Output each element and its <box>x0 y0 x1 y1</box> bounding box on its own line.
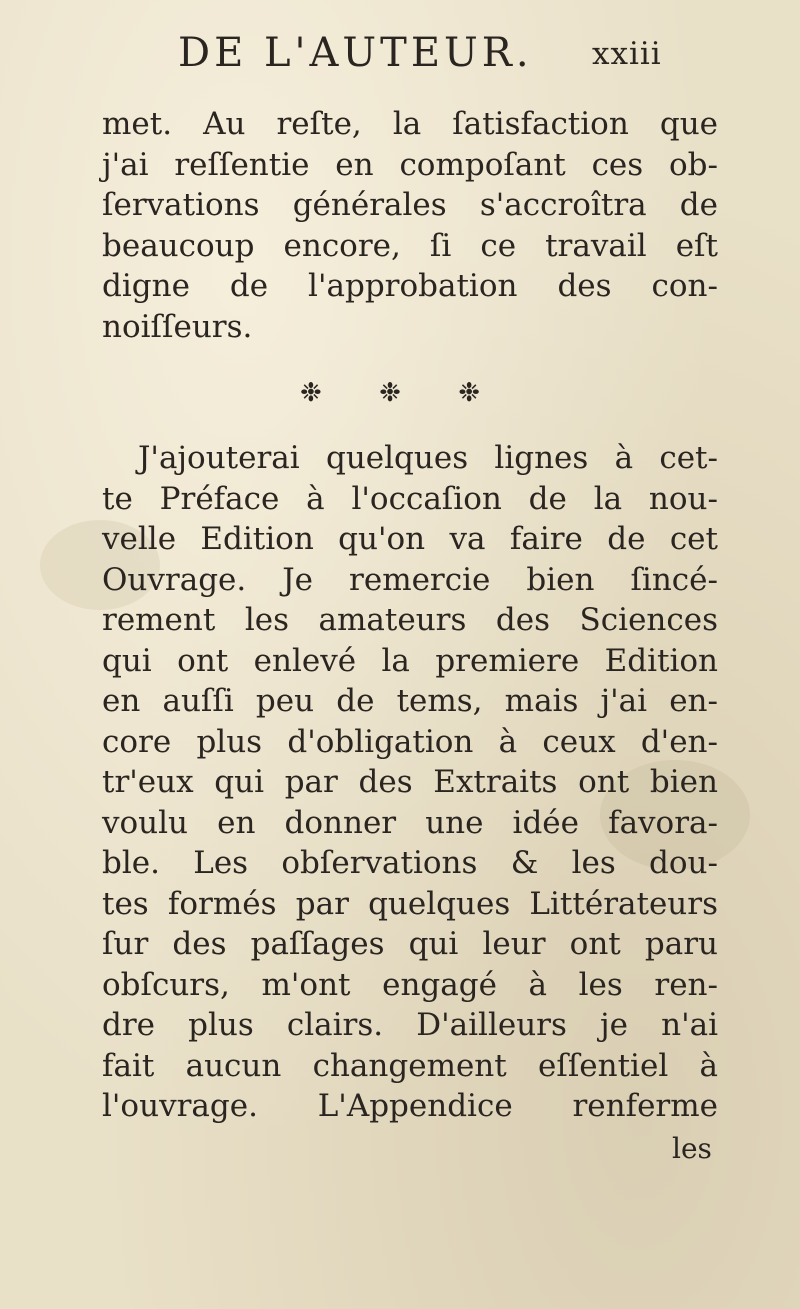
running-head <box>178 30 698 90</box>
asterism-icon: ❉ <box>379 378 401 408</box>
text-line: digne de l'approbation des con- <box>102 268 718 304</box>
text-line: ſur des paſſages qui leur ont paru <box>102 926 718 962</box>
text-line: noiſſeurs. <box>102 308 253 345</box>
catchword: les <box>672 1132 712 1165</box>
text-line: velle Edition qu'on va faire de cet <box>102 521 718 557</box>
text-line: j'ai reſſentie en compoſant ces ob- <box>102 146 718 183</box>
text-line: te Préface à l'occaſion de la nou- <box>102 480 718 517</box>
text-line: l'ouvrage. L'Appendice renferme <box>102 1088 718 1124</box>
text-line: voulu en donner une idée favora- <box>102 804 718 841</box>
text-line: fait aucun changement eſſentiel à <box>102 1047 718 1084</box>
page-number: xxiii <box>592 36 662 72</box>
paragraph-addendum <box>102 438 718 1127</box>
text-line: obſcurs, m'ont engagé à les ren- <box>102 966 718 1003</box>
section-ornament <box>300 373 480 413</box>
text-line: Ouvrage. Je remercie bien ſincé- <box>102 561 718 598</box>
running-title: DE L'AUTEUR. <box>178 30 533 76</box>
text-line: tr'eux qui par des Extraits ont bien <box>102 764 718 800</box>
text-line: ble. Les obſervations & les dou- <box>102 845 718 881</box>
text-line: ſervations générales s'accroîtra de <box>102 187 718 223</box>
text-line: qui ont enlevé la premiere Edition <box>102 642 718 679</box>
text-line: beaucoup encore, ſi ce travail eſt <box>102 227 718 264</box>
text-line: dre plus clairs. D'ailleurs je n'ai <box>102 1007 718 1043</box>
text-line: tes formés par quelques Littérateurs <box>102 885 718 922</box>
asterism-icon: ❉ <box>300 378 322 408</box>
paragraph-continuation <box>102 104 718 347</box>
text-line: en auſſi peu de tems, mais j'ai en- <box>102 683 718 719</box>
asterism-icon: ❉ <box>458 378 480 408</box>
text-line: core plus d'obligation à ceux d'en- <box>102 723 718 760</box>
text-line: met. Au reſte, la ſatisfaction que <box>102 106 718 142</box>
text-line: J'ajouterai quelques lignes à cet- <box>138 440 718 476</box>
text-line: rement les amateurs des Sciences <box>102 602 718 638</box>
